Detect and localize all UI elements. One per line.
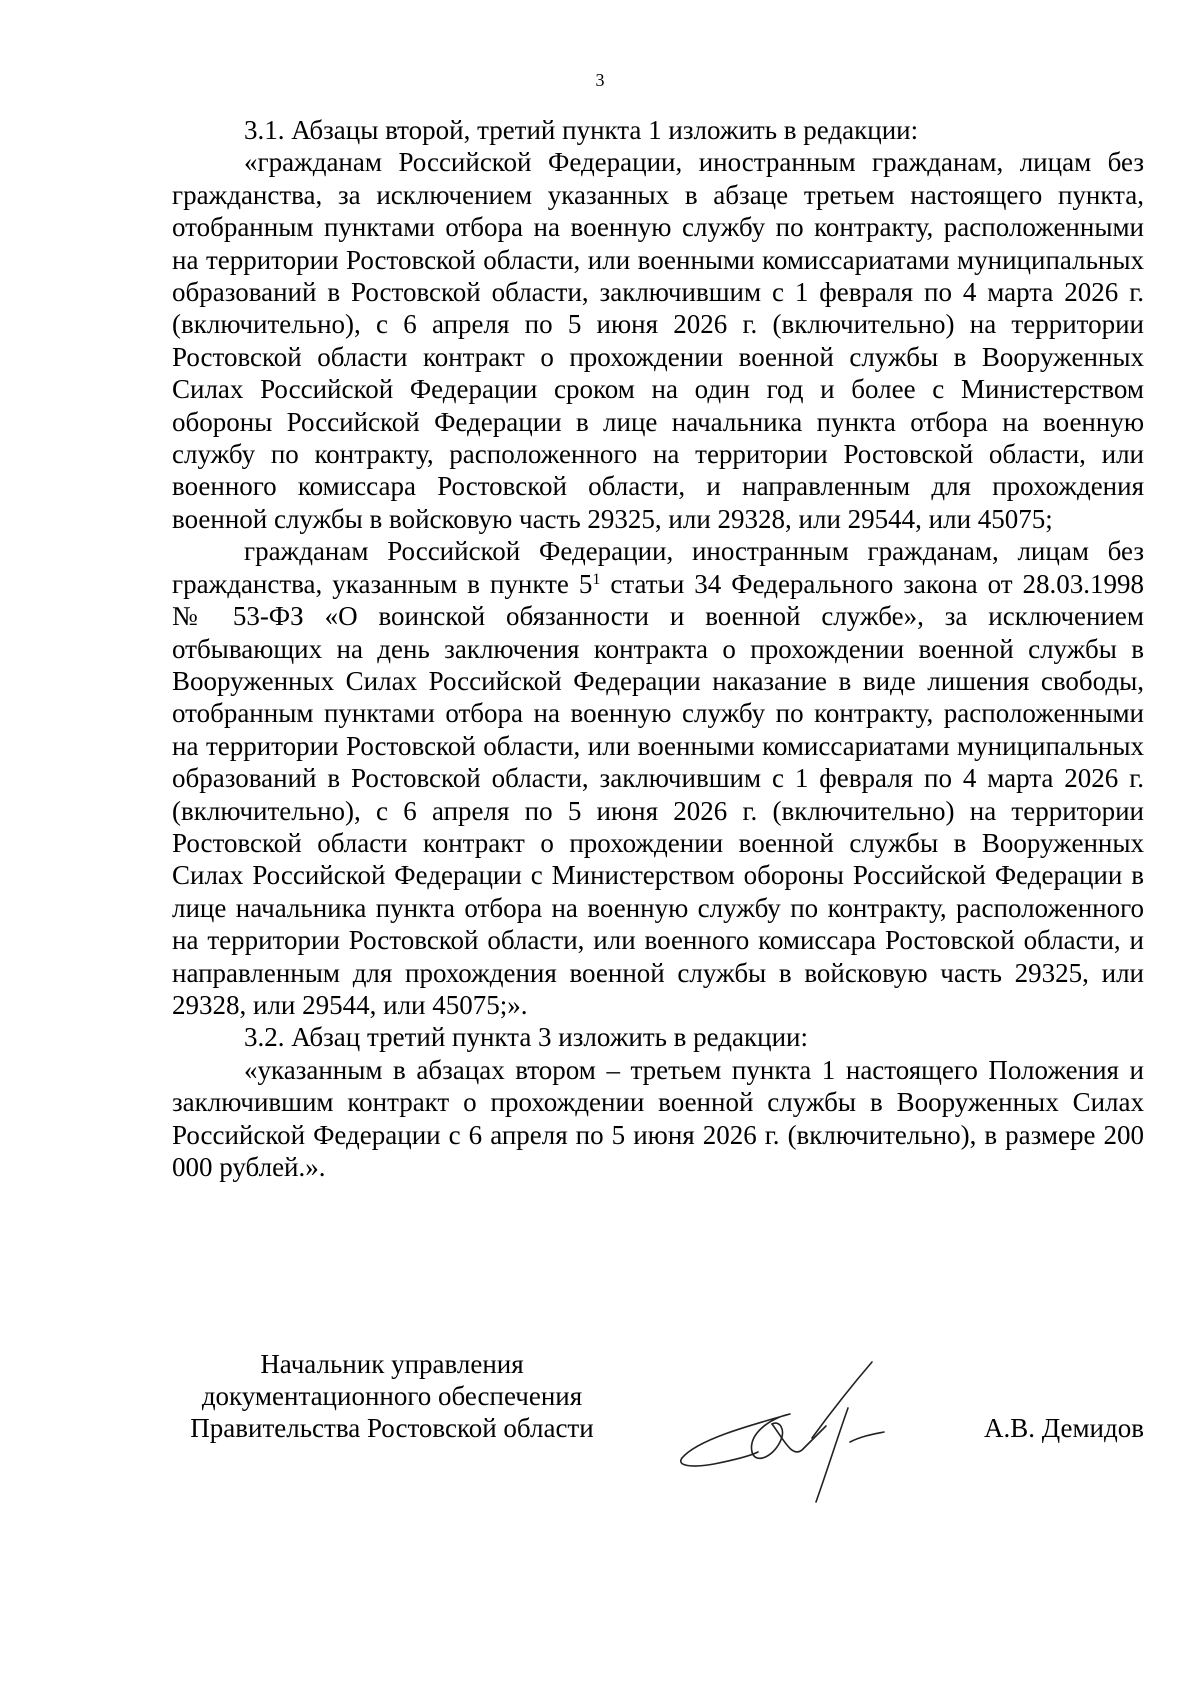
superscript: 1 [592,570,601,588]
paragraph-text-before-sup: гражданам Российской Федерации, иностранным гражданам, лицам без гражданства, указанным в пункте 5 [172,536,1144,599]
signature-block [172,1348,1144,1498]
handwritten-signature [652,1340,912,1510]
document-body [172,114,1144,1183]
paragraph-3-1-heading: 3.1. Абзацы второй, третий пункта 1 изложить в редакции: [244,115,919,145]
paragraph-quoted-second: «гражданам Российской Федерации, иностранным гражданам, лицам без гражданства, за исключением указанных в абзаце третьем настоящего пункта, отобранным пунктами отбора на военную службу по контракту, расположенными на территории Ростовской области, или военными комиссариатами муниципальных образований в Ростовской области, заключившим с 1 февраля по 4 марта 2026 г. (включительно), с 6 апреля по 5 июня 2026 г. (включительно) на территории Ростовской области контракт о прохождении военной службы в Вооруженных Силах Российской Федерации сроком на один год и более с Министерством обороны Российской Федерации в лице начальника пункта отбора на военную службу по контракту, расположенного на территории Ростовской области, или военного комиссара Ростовской области, и направленным для прохождения военной службы в войсковую часть 29325, или 29328, или 29544, или 45075; [172,147,1144,534]
signatory-position-line: документационного обеспечения [201,1381,583,1411]
signatory-name: А.В. Демидов [983,1413,1144,1443]
signatory-position-line: Правительства Ростовской области [190,1413,594,1443]
paragraph-3-2-heading: 3.2. Абзац третий пункта 3 изложить в редакции: [244,1022,808,1053]
paragraph-text-after-sup: статьи 34 Федерального закона от 28.03.1998 № 53-ФЗ «О воинской обязанности и военной службе», за исключением отбывающих на день заключения контракта о прохождении военной службы в Вооруженных Силах Российской Федерации наказание в виде лишения свободы, отобранным пунктами отбора на военную службу по контракту, расположенными на территории Ростовской области, или военными комиссариатами муниципальных образований в Ростовской области, заключившим с 1 февраля по 4 марта 2026 г. (включительно), с 6 апреля по 5 июня 2026 г. (включительно) на территории Ростовской области контракт о прохождении военной службы в Вооруженных Силах Российской Федерации с Министерством обороны Российской Федерации в лице начальника пункта отбора на военную службу по контракту, расположенного на территории Ростовской области, или военного комиссара Ростовской области, и направленным для прохождения военной службы в войсковую часть 29325, или 29328, или 29544, или 45075;». [172,568,1144,1020]
paragraph-quoted-third [172,535,1144,1021]
page-number: 3 [595,70,605,90]
signatory-position [172,1348,612,1444]
paragraph-quoted-amount: «указанным в абзацах втором – третьем пункта 1 настоящего Положения и заключившим контракт о прохождении военной службы в Вооруженных Силах Российской Федерации с 6 апреля по 5 июня 2026 г. (включительно), в размере 200 000 рублей.». [172,1054,1144,1182]
signatory-position-line: Начальник управления [260,1349,524,1379]
